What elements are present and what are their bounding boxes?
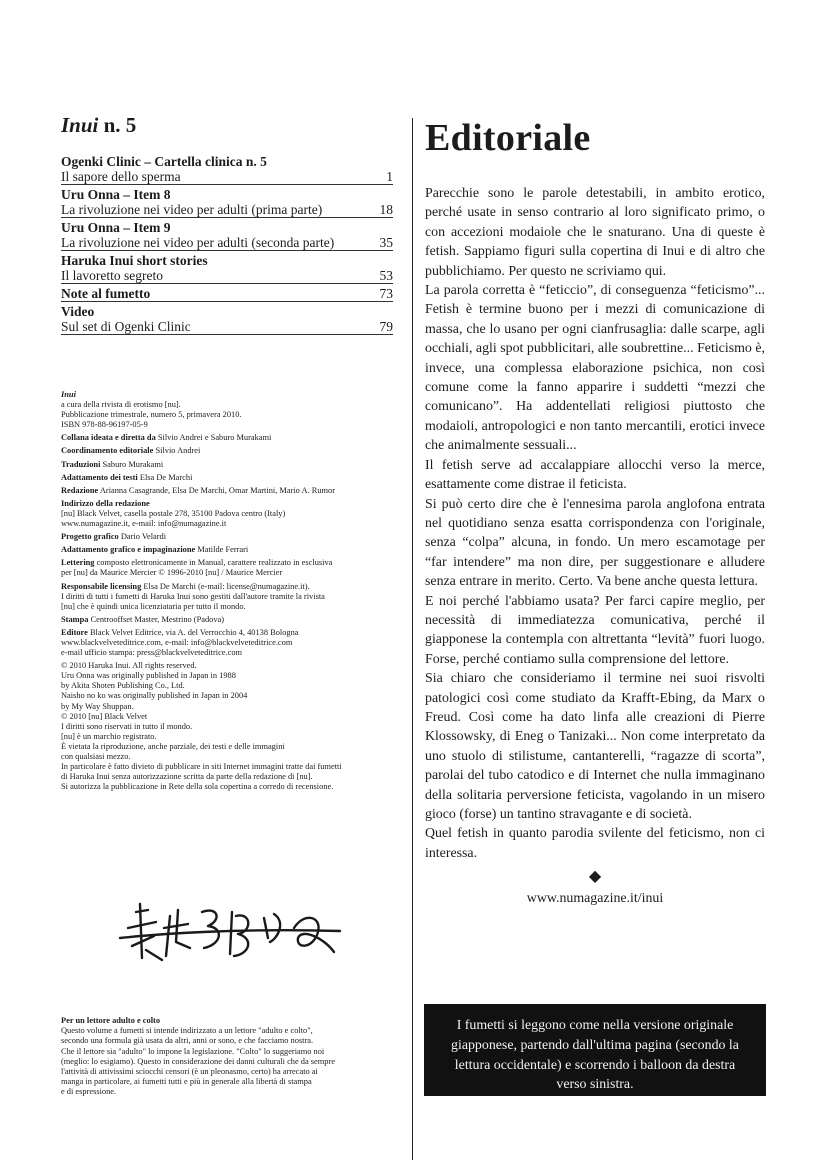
credit-label: Indirizzo della redazione	[61, 498, 150, 508]
website-url[interactable]: www.numagazine.it/inui	[526, 891, 664, 907]
copyright-line: In particolare è fatto divieto di pubblicare in siti Internet immagini tratte dai fumetti	[61, 762, 342, 772]
credit-label: Coordinamento editoriale	[61, 446, 154, 456]
toc-page-number: 53	[379, 268, 393, 283]
credits-line: a cura della rivista di erotismo [nu].	[61, 400, 181, 410]
toc-entry-subtitle: Il lavoretto segreto	[61, 268, 163, 283]
copyright-line: © 2010 Haruka Inui. All rights reserved.	[61, 661, 197, 671]
copyright-line: by Akita Shoten Publishing Co., Ltd.	[61, 681, 185, 691]
toc-entry[interactable]	[61, 218, 393, 251]
credit-value: Saburo Murakami	[102, 459, 164, 469]
toc-entry-line	[61, 268, 393, 283]
credit-value: composto elettronicamente in Manual, carattere realizzato in esclusiva	[96, 558, 333, 568]
credit-value: Dario Velardi	[120, 532, 167, 542]
credit-label: Adattamento grafico e impaginazione	[61, 545, 196, 555]
credit-label: Redazione	[61, 485, 99, 495]
credit-label: Collana ideata e diretta da	[61, 433, 156, 443]
credit-label: Editore	[61, 627, 88, 637]
credit-value: I diritti di tutti i fumetti di Haruka Inui sono gestiti dall'autore tramite la rivista	[61, 591, 325, 601]
copyright-line: [nu] è un marchio registrato.	[61, 731, 157, 741]
magazine-issue: n. 5	[103, 113, 137, 137]
editorial-paragraph: Si può certo dire che è l'ennesima parola anglofona entrata nel quotidiano senza esatta corrispondenza con l'originale, senza “colpa” alcuna, in fondo. Un mero escamotage per “far intendere” ma non dire, per suggestionare e alludere senza entrare in merito. Certo. Va bene anche questa lettura.	[425, 496, 765, 590]
editorial-paragraph: Sia chiaro che consideriamo il termine nei suoi risvolti patologici così come studiato da Krafft-Ebing, da Marx o Freud. Così come ha dato linfa alle creazioni di Pierre Klossowsky, di Eneg o Tanizaki... Non come interpretato da uno stuolo di stilistume, cantanterelli, “ragazze di scorta”, parolai del tubo catodico e di Internet che nulla immaginano della solitaria perversione feticista, vagolando in un misero gioco (forse) un tantino stravagante e di società.	[425, 671, 765, 822]
credit-value: [nu] che è quindi unica licenziataria per tutto il mondo.	[61, 601, 246, 611]
toc-entry-subtitle: La rivoluzione nei video per adulti (seconda parte)	[61, 235, 335, 250]
credit-value: per [nu] da Maurice Mercier © 1996-2010 [nu] / Maurice Mercier	[61, 568, 283, 578]
toc-page-number: 79	[379, 319, 393, 334]
toc-entry-title: Uru Onna – Item 8	[61, 187, 171, 202]
magazine-name: Inui	[61, 113, 99, 137]
signature-icon	[118, 898, 343, 968]
credit-value: Elsa De Marchi (e-mail: license@numagazine.it).	[143, 581, 310, 591]
notice-line: Che il lettore sia "adulto" lo impone la legislazione. "Colto" lo suggeriamo noi	[61, 1046, 325, 1056]
toc-entry-title: Ogenki Clinic – Cartella clinica n. 5	[61, 154, 267, 169]
copyright-line: Naisho no ko was originally published in Japan in 2004	[61, 691, 248, 701]
magazine-title	[61, 112, 393, 138]
credit-value: Silvio Andrei	[155, 446, 201, 456]
toc-entry-title: Video	[61, 304, 95, 319]
copyright-line: Uru Onna was originally published in Japan in 1988	[61, 671, 236, 681]
toc-entry[interactable]	[61, 152, 393, 185]
credit-label: Stampa	[61, 614, 89, 624]
credit-value: www.blackvelveteditrice.com, e-mail: info@blackvelveteditrice.com	[61, 637, 293, 647]
copyright-line: I diritti sono riservati in tutto il mondo.	[61, 721, 193, 731]
credit-label: Lettering	[61, 558, 95, 568]
column-divider	[412, 118, 413, 1160]
toc-entry-subtitle: Il sapore dello sperma	[61, 169, 181, 184]
copyright-line: © 2010 [nu] Black Velvet	[61, 711, 148, 721]
credits-line: Pubblicazione trimestrale, numero 5, primavera 2010.	[61, 410, 242, 420]
toc-entry-line	[61, 235, 393, 250]
editorial-paragraph: E noi perché l'abbiamo usata? Per farci capire meglio, per necessità di immediatezza comunicativa, perché il giapponese la contempla con altrettanta “levità” fuori luogo. Forse, perché contiamo sulla comprensione del lettore.	[425, 593, 765, 667]
notice-line: secondo una formula già usata da altri, anni or sono, e che facciamo nostra.	[61, 1036, 314, 1046]
notice-line: l'attività di attivissimi sciocchi censori (è un pleonasmo, certo) ha arrecato ai	[61, 1067, 318, 1077]
copyright-line: by My Way Shuppan.	[61, 701, 134, 711]
toc-page-number: 73	[379, 286, 393, 301]
toc-entry-title: Haruka Inui short stories	[61, 253, 208, 268]
credit-value: e-mail ufficio stampa: press@blackvelveteditrice.com	[61, 648, 243, 658]
credit-value: www.numagazine.it, e-mail: info@numagazine.it	[61, 519, 227, 529]
copyright-line: Si autorizza la pubblicazione in Rete della sola copertina a corredo di recensione.	[61, 782, 334, 792]
toc-entry-subtitle: Sul set di Ogenki Clinic	[61, 319, 191, 334]
editorial-column	[425, 118, 765, 909]
editorial-paragraph: Parecchie sono le parole detestabili, in ambito erotico, perché usate in senso contrario al loro significato primo, o con accezioni modaiole che le snaturano. Una di queste è fetish. Sappiamo figuri sulla copertina di Inui e di altro che pubblichiamo. Per questo ne scriviamo qui.	[425, 186, 765, 279]
credit-value: Silvio Andrei e Saburo Murakami	[157, 433, 272, 443]
reading-direction-note	[424, 1004, 766, 1096]
left-column	[61, 112, 393, 335]
credit-label: Responsabile licensing	[61, 581, 142, 591]
toc-entry-line	[61, 286, 393, 301]
toc-entry-line	[61, 169, 393, 184]
isbn: ISBN 978-88-96197-05-9	[61, 420, 148, 430]
toc-entry-line	[61, 319, 393, 334]
toc-entry-line	[61, 202, 393, 217]
editorial-paragraph: Quel fetish in quanto parodia svilente del feticismo, non ci interessa.	[425, 826, 765, 861]
editorial-paragraph: La parola corretta è “feticcio”, di conseguenza “feticismo”... Fetish è termine buono per i mezzi di comunicazione di massa, che lo usano per ogni cianfrusaglia: dalle scarpe, agli occhiali, agli spot pubblicitari, alle soubrettine... Feticismo è, invece, una complessa elaborazione psichica, non così comune come la fanno apparire i suddetti “mezzi che comunicano”. Ha addentellati religiosi piuttosto che modaioli, antropologici e non tanto mercantili, erotici invece che animalmente sessuali...	[425, 283, 765, 454]
credits-block	[61, 390, 401, 795]
credit-value: Black Velvet Editrice, via A. del Verrocchio 4, 40138 Bologna	[89, 627, 299, 637]
notice-line: e di espressione.	[61, 1087, 117, 1097]
toc-entry[interactable]	[61, 302, 393, 335]
notice-line: manga in particolare, ai fumetti tutti e più in generale alla libertà di stampa	[61, 1077, 312, 1087]
notice-line: Questo volume a fumetti si intende indirizzato a un lettore "adulto e colto",	[61, 1026, 313, 1036]
credit-label: Progetto grafico	[61, 532, 119, 542]
table-of-contents	[61, 152, 393, 335]
credit-value: Arianna Casagrande, Elsa De Marchi, Omar Martini, Mario A. Rumor	[99, 485, 335, 495]
notice-line: (meglio: lo esigiamo). Questo in considerazione dei danni culturali che da sempre	[61, 1056, 335, 1066]
credit-value: [nu] Black Velvet, casella postale 278, 35100 Padova centro (Italy)	[61, 508, 286, 518]
copyright-line: con qualsiasi mezzo.	[61, 752, 131, 761]
copyright-line: È vietata la riproduzione, anche parziale, dei testi e delle immagini	[61, 741, 285, 751]
copyright-line: di Haruka Inui senza autorizzazione scritta da parte della redazione di [nu].	[61, 772, 313, 782]
notice-title: Per un lettore adulto e colto	[61, 1016, 161, 1025]
toc-page-number: 18	[379, 202, 393, 217]
editorial-paragraph: Il fetish serve ad accalappiare allocchi verso la merce, esattamente come distrae il feticista.	[425, 457, 765, 493]
credit-value: Centrooffset Master, Mestrino (Padova)	[90, 614, 225, 624]
toc-entry-subtitle: La rivoluzione nei video per adulti (prima parte)	[61, 202, 323, 217]
editorial-body	[425, 184, 765, 863]
credits-title: Inui	[61, 390, 76, 399]
toc-entry-title: Note al fumetto	[61, 286, 151, 301]
credit-value: Elsa De Marchi	[139, 472, 193, 482]
toc-entry-title: Uru Onna – Item 9	[61, 220, 171, 235]
adult-reader-notice	[61, 1016, 401, 1098]
toc-entry[interactable]	[61, 284, 393, 302]
toc-entry[interactable]	[61, 251, 393, 284]
toc-page-number: 1	[386, 169, 393, 184]
credit-label: Traduzioni	[61, 459, 101, 469]
credit-value: Matilde Ferrari	[197, 545, 249, 555]
credit-label: Adattamento dei testi	[61, 472, 138, 482]
diamond-icon: ◆	[588, 868, 602, 886]
toc-page-number: 35	[379, 235, 393, 250]
editorial-title: Editoriale	[425, 117, 591, 159]
toc-entry[interactable]	[61, 185, 393, 218]
reading-note-text: I fumetti si leggono come nella versione originale giapponese, partendo dall'ultima pagina (secondo la lettura occidentale) e scorrendo i balloon da destra verso sinistra.	[451, 1018, 739, 1093]
